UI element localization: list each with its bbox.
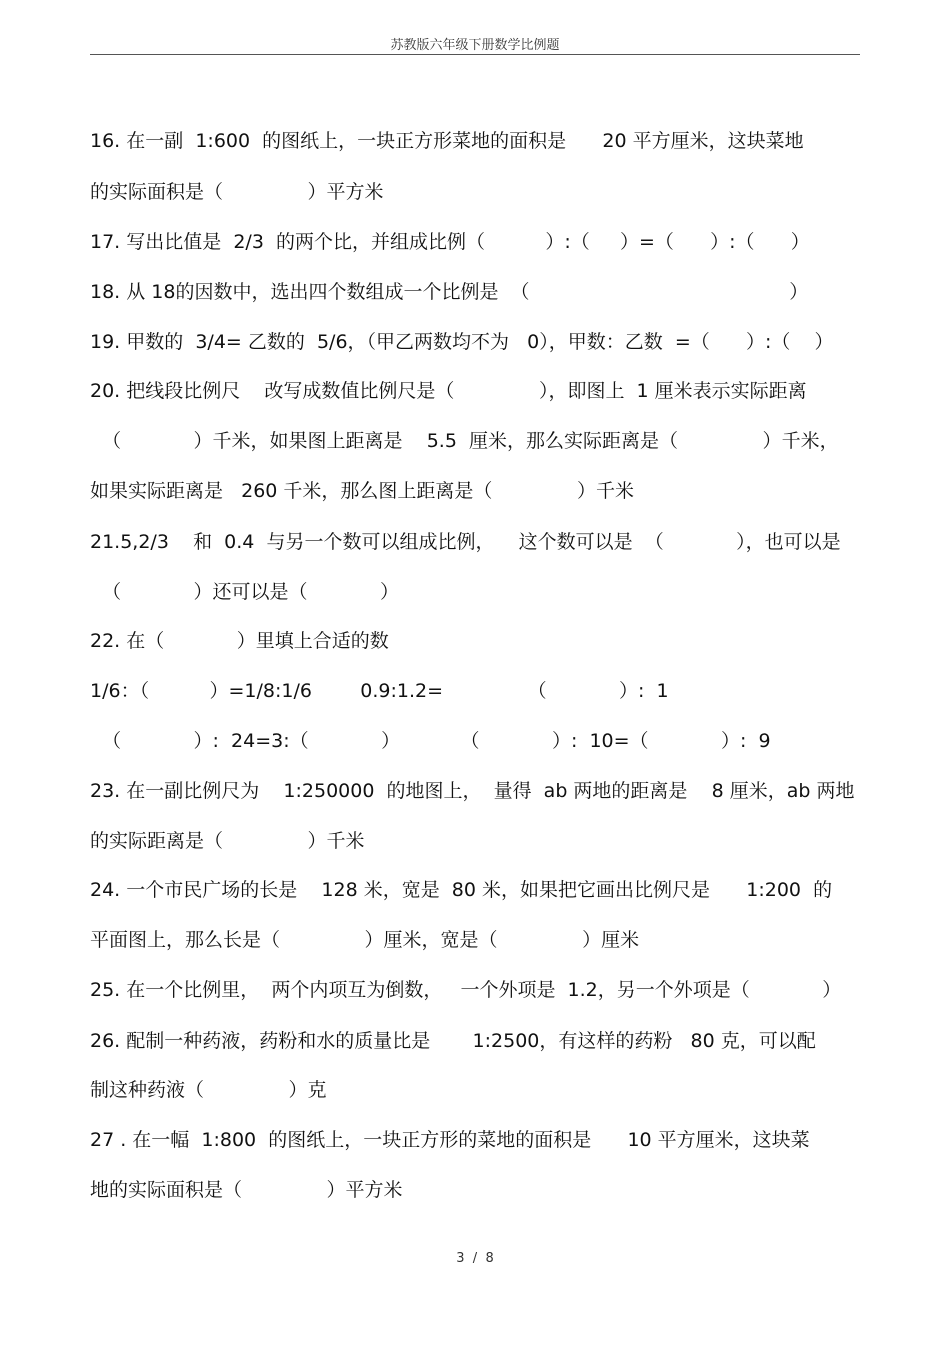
text-line: 制这种药液（ ）克 [90,1079,327,1101]
text-line: （ ）还可以是（ ） [90,581,400,603]
text-line: 的实际面积是（ ）平方米 [90,181,384,203]
page-number: 3 / 8 [456,1251,494,1266]
text-line: 20. 把线段比例尺 改写成数值比例尺是（ ），即图上 1 厘米表示实际距离 [90,380,807,402]
text-line: 的实际距离是（ ）千米 [90,830,365,852]
text-line: 27 . 在一幅 1:800 的图纸上，一块正方形的菜地的面积是 10 平方厘米，这块菜 [90,1129,810,1151]
header-rule [90,54,860,55]
text-line: 22. 在（ ）里填上合适的数 [90,630,389,652]
text-line: 25. 在一个比例里， 两个内项互为倒数， 一个外项是 1.2，另一个外项是（ ） [90,979,842,1001]
text-line: 如果实际距离是 260 千米，那么图上距离是（ ）千米 [90,480,634,502]
text-line: 26. 配制一种药液，药粉和水的质量比是 1:2500，有这样的药粉 80 克，可以配 [90,1030,816,1052]
text-line: 24. 一个市民广场的长是 128 米，宽是 80 米，如果把它画出比例尺是 1:200 的 [90,879,833,901]
text-line: 21.5,2/3 和 0.4 与另一个数可以组成比例， 这个数可以是 （ ），也可以是 [90,531,841,553]
text-line: 平面图上，那么长是（ ）厘米，宽是（ ）厘米 [90,929,640,951]
text-line: 1/6：（ ）=1/8:1/6 0.9:1.2= （ ）: 1 [90,680,669,702]
page-header: 苏教版六年级下册数学比例题 [390,38,560,53]
text-line: 17. 写出比值是 2/3 的两个比，并组成比例（ ）:（ ）=（ ）:（ ） [90,231,810,253]
text-line: 16. 在一副 1:600 的图纸上，一块正方形菜地的面积是 20 平方厘米，这块菜地 [90,130,804,152]
text-line: 18. 从 18的因数中，选出四个数组成一个比例是 （ ） [90,281,809,303]
text-line: 19. 甲数的 3/4= 乙数的 5/6，（甲乙两数均不为 0），甲数：乙数 =（ ）:（ ） [90,331,834,353]
text-line: 23. 在一副比例尺为 1:250000 的地图上， 量得 ab 两地的距离是 8 厘米，ab 两地 [90,780,855,802]
text-line: （ ）: 24=3:（ ） （ ）: 10=（ ）: 9 [90,730,771,752]
text-line: 地的实际面积是（ ）平方米 [90,1179,403,1201]
text-line: （ ）千米，如果图上距离是 5.5 厘米，那么实际距离是（ ）千米， [90,430,839,452]
